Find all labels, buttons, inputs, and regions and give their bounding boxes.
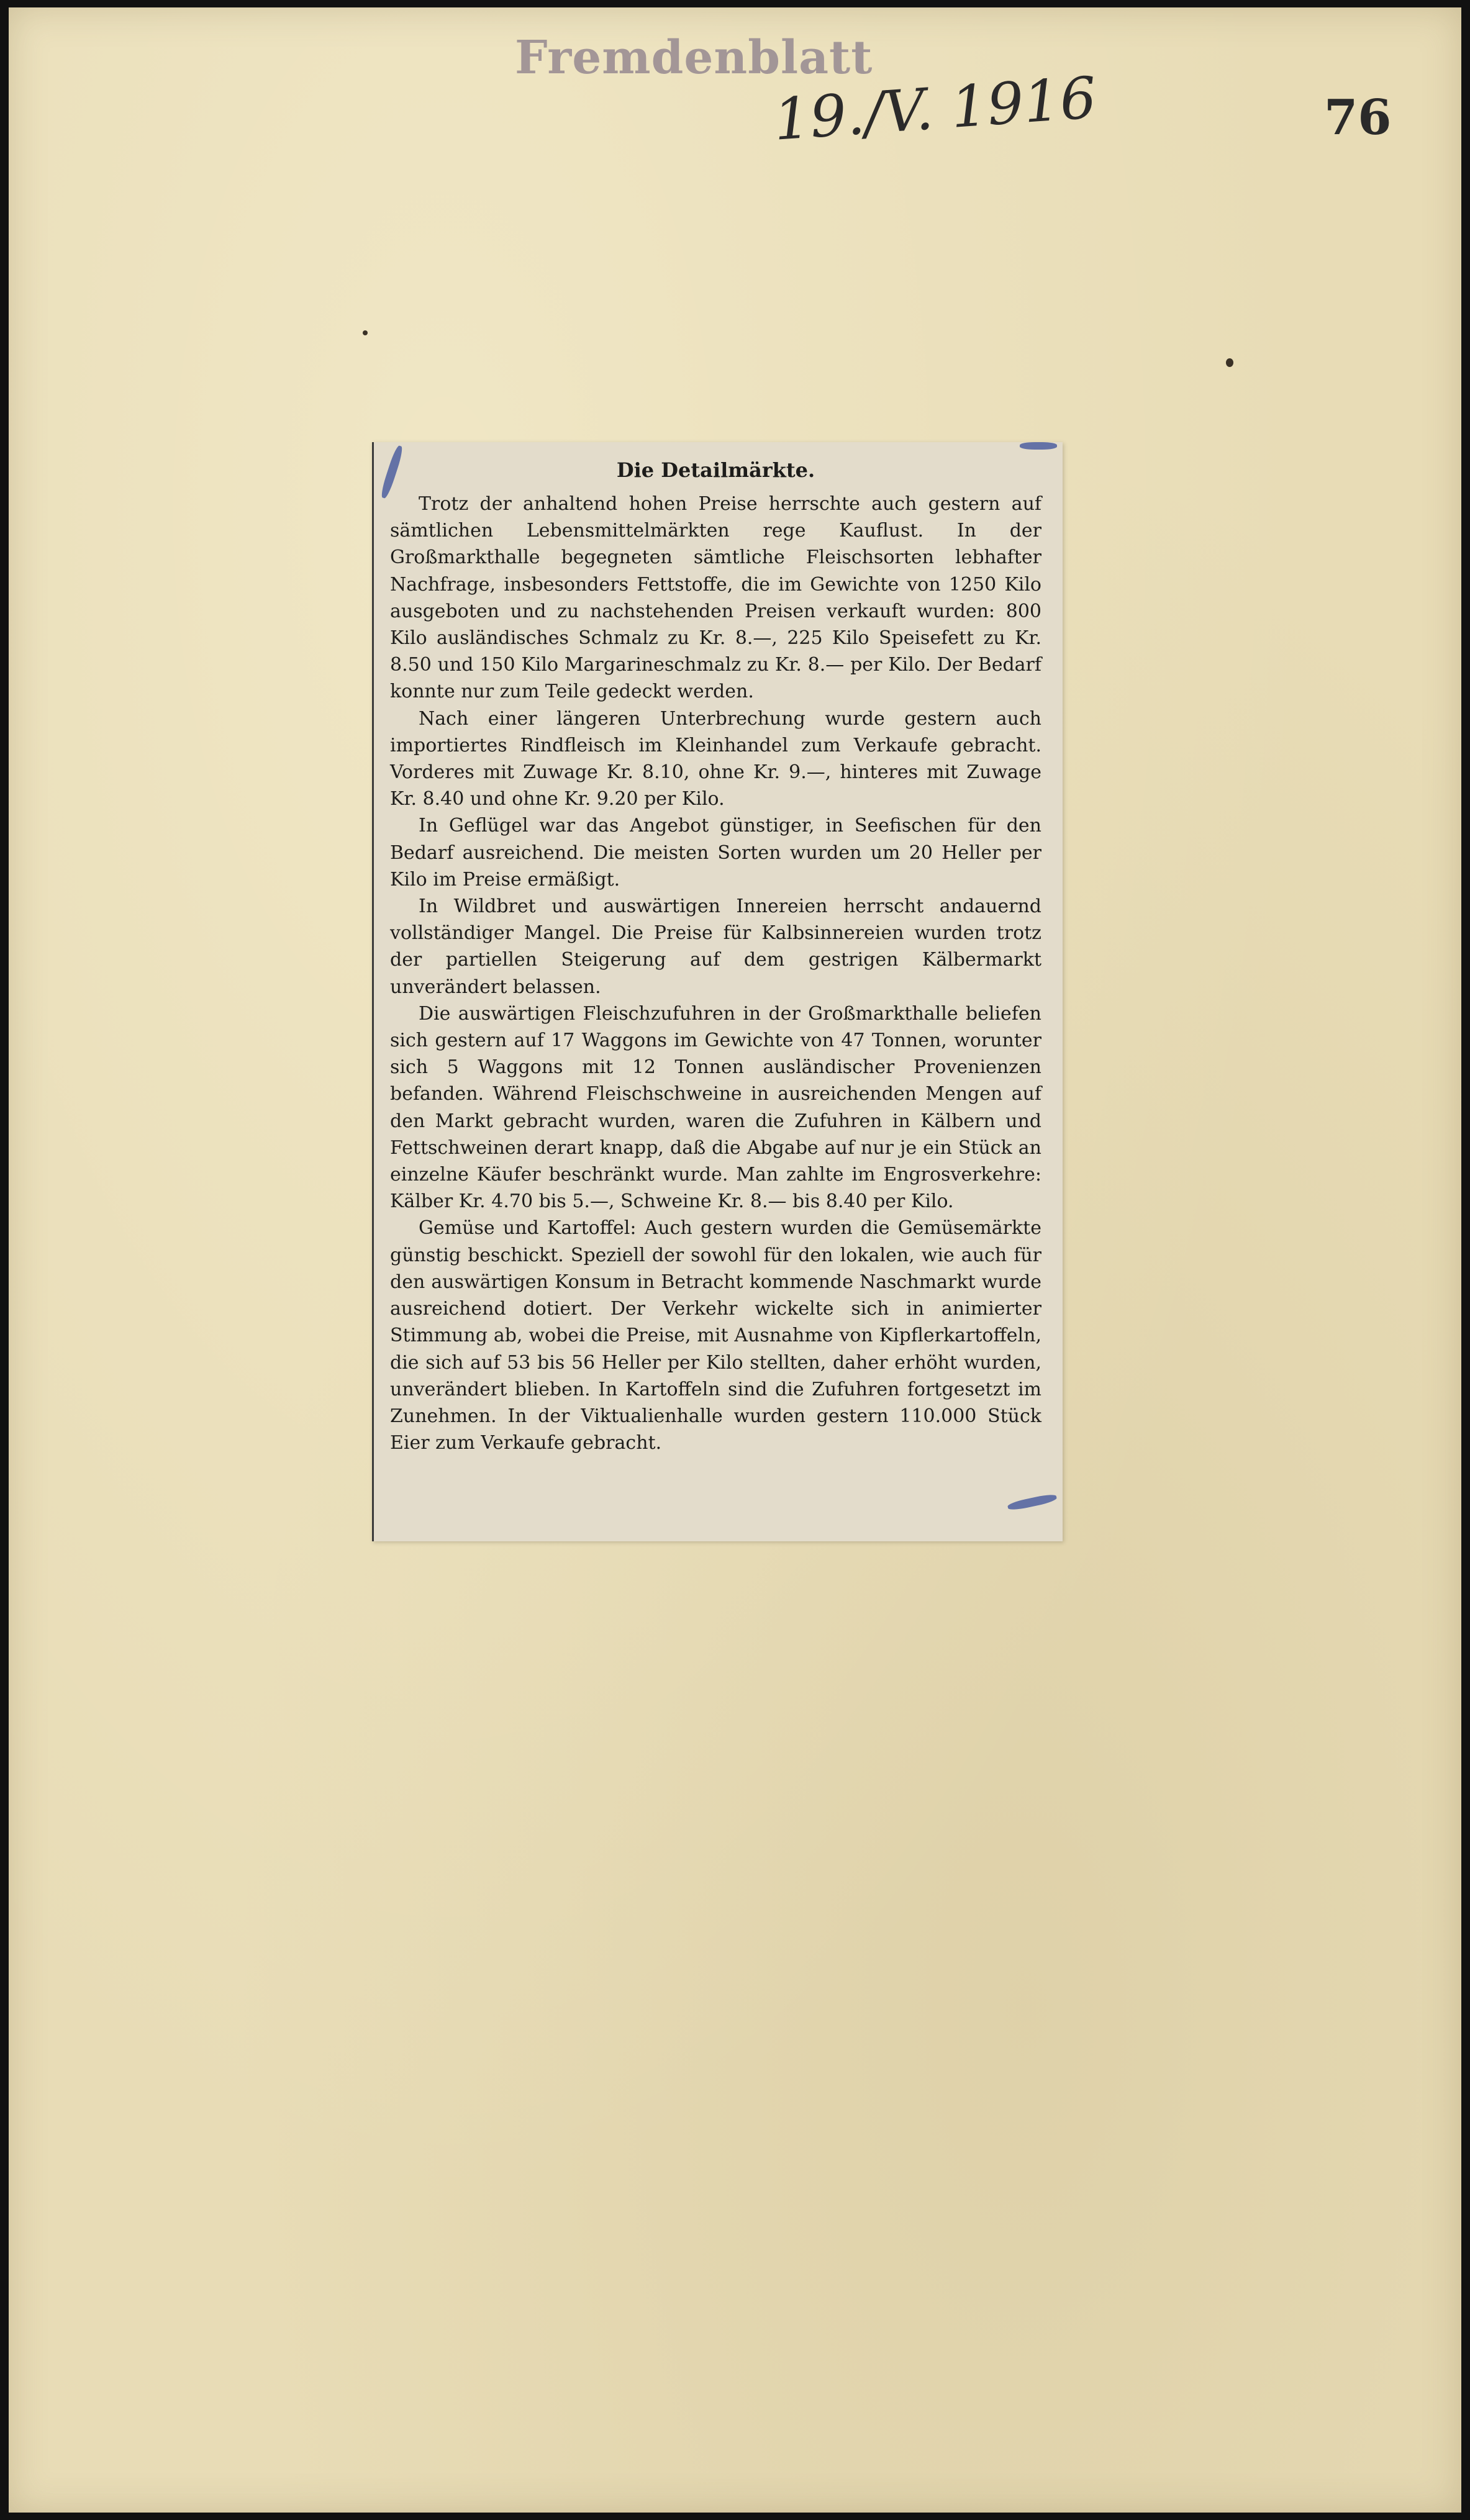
blue-pencil-mark [1007, 1493, 1057, 1512]
article-paragraph: Die auswärtigen Fleischzufuhren in der Großmarkthalle beliefen sich gestern auf 17 Waggons im Gewichte von 47 Tonnen, worunter sich 5 Waggons mit 12 Tonnen ausländischer Provenienzen befanden. Während Fleischschweine in ausreichenden Mengen auf den Markt gebracht wurden, waren die Zufuhren in Kälbern und Fettschweinen derart knapp, daß die Abgabe auf nur je ein Stück an einzelne Käufer beschränkt wurde. Man zahlte im Engrosverkehre: Kälber Kr. 4.70 bis 5.—, Schweine Kr. 8.— bis 8.40 per Kilo. [390, 1002, 1041, 1213]
page-number: 76 [1324, 89, 1392, 146]
article-paragraph: Trotz der anhaltend hohen Preise herrschte auch gestern auf sämtlichen Lebensmittelmärkten rege Kauflust. In der Großmarkthalle begegneten sämtliche Fleischsorten lebhafter Nachfrage, insbesonders Fettstoffe, die im Gewichte von 1250 Kilo ausgeboten und zu nachstehenden Preisen verkauft wurden: 800 Kilo ausländisches Schmalz zu Kr. 8.—, 225 Kilo Speisefett zu Kr. 8.50 und 150 Kilo Margarineschmalz zu Kr. 8.— per Kilo. Der Bedarf konnte nur zum Teile gedeckt werden. [390, 493, 1041, 703]
archive-sheet [9, 7, 1461, 2513]
article-paragraph: Nach einer längeren Unterbrechung wurde gestern auch importiertes Rindfleisch im Kleinhandel zum Verkaufe gebracht. Vorderes mit Zuwage Kr. 8.10, ohne Kr. 9.—, hinteres mit Zuwage Kr. 8.40 und ohne Kr. 9.20 per Kilo. [390, 707, 1041, 810]
paper-speck [1226, 358, 1233, 367]
blue-pencil-mark [1020, 442, 1057, 450]
article-title: Die Detailmärkte. [616, 458, 815, 482]
article-paragraph: In Wildbret und auswärtigen Innereien herrscht andauernd vollständiger Mangel. Die Preise für Kalbsinnereien wurden trotz der partiellen Steigerung auf dem gestrigen Kälbermarkt unverändert belassen. [390, 895, 1041, 998]
paper-speck [363, 330, 368, 335]
handwritten-date: 19./V. 1916 [771, 64, 1099, 153]
newspaper-clipping [372, 442, 1063, 1541]
article-paragraph: In Geflügel war das Angebot günstiger, in Seefischen für den Bedarf ausreichend. Die meisten Sorten wurden um 20 Heller per Kilo im Preise ermäßigt. [390, 815, 1041, 891]
newspaper-stamp: Fremdenblatt [515, 31, 873, 84]
article-paragraph: Gemüse und Kartoffel: Auch gestern wurden die Gemüsemärkte günstig beschickt. Speziell der sowohl für den lokalen, wie auch für den auswärtigen Konsum in Betracht kommende Naschmarkt wurde ausreichend dotiert. Der Verkehr wickelte sich in animierter Stimmung ab, wobei die Preise, mit Ausnahme von Kipflerkartoffeln, die sich auf 53 bis 56 Heller per Kilo stellten, daher erhöht wurden, unverändert blieben. In Kartoffeln sind die Zufuhren fortgesetzt im Zunehmen. In der Viktualienhalle wurden gestern 110.000 Stück Eier zum Verkaufe gebracht. [390, 1217, 1041, 1454]
